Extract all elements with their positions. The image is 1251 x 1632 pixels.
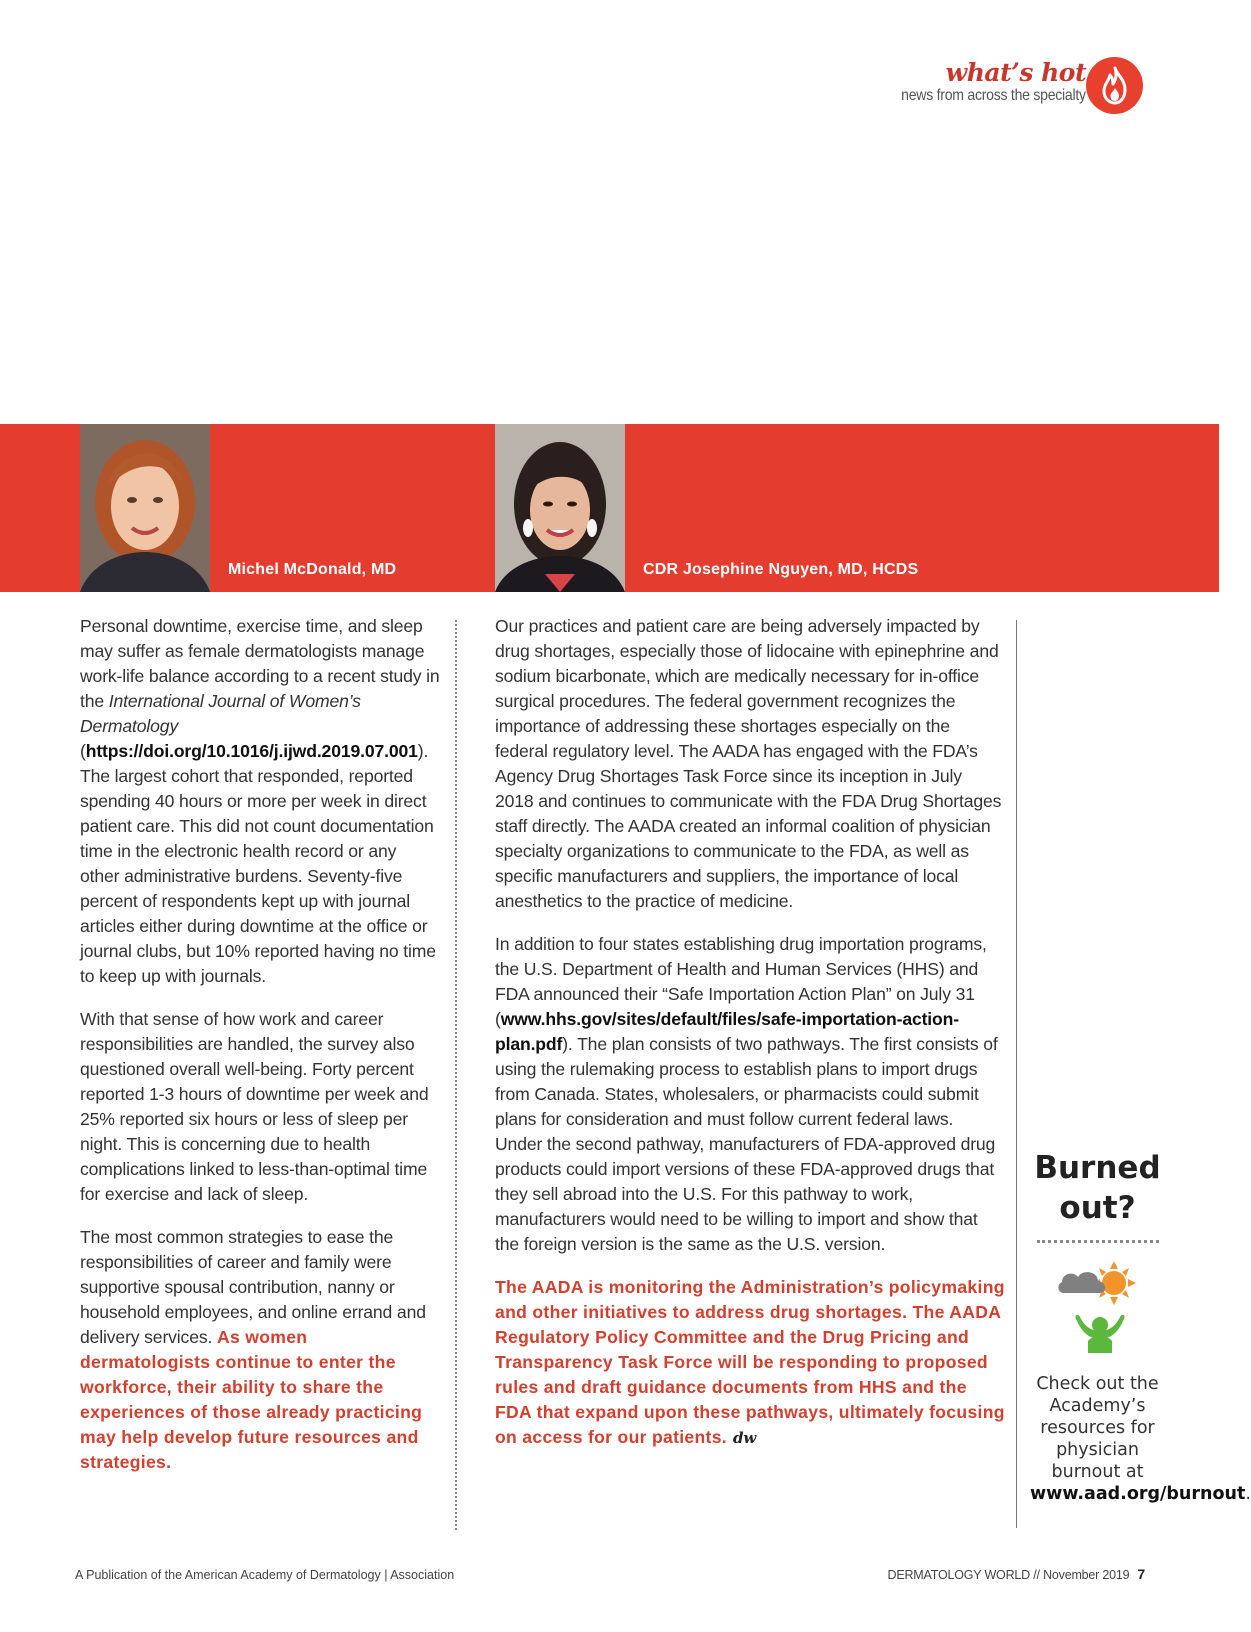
page-number: 7: [1137, 1566, 1145, 1582]
paragraph: Personal downtime, exercise time, and sleep may suffer as female dermatologists manage work-life balance according to a recent study in the International Journal of Women’s Dermatology (https://doi.org/10.1016/j.ijwd.2019.07.001). The largest cohort that responded, reported spending 40 hours or more per week in direct patient care. This did not count documentation time in the electronic health record or any other administrative burdens. Seventy-five percent of respondents kept up with journal articles either during downtime at the office or journal clubs, but 10% reported having no time to keep up with journals.: [80, 616, 440, 986]
paragraph: With that sense of how work and career responsibilities are handled, the survey also questioned overall well-being. Forty percent reported 1-3 hours of downtime per week and 25% reported six hours or less of sleep per night. This is concerning due to health complications linked to less-than-optimal time for exercise and lack of sleep.: [80, 1009, 429, 1204]
highlight-text: As women dermatologists continue to enter the workforce, their ability to share the experiences of those already practicing may help develop future resources and strategies.: [80, 1327, 423, 1472]
author-name-2: CDR Josephine Nguyen, MD, HCDS: [643, 561, 919, 578]
signoff-mark: dw: [733, 1429, 757, 1447]
hhs-link[interactable]: www.hhs.gov/sites/default/files/safe-importation-action-plan.pdf: [495, 1009, 959, 1054]
footer-publication: [888, 1566, 1145, 1582]
article-column-2: [495, 614, 1005, 1469]
paragraph: In addition to four states establishing drug importation programs, the U.S. Department of Health and Human Services (HHS) and FDA announced their “Safe Importation Action Plan” on July 31 (www.hhs.gov/sites/default/files/safe-importation-action-plan.pdf). The plan consists of two pathways. The first consists of using the rulemaking process to establish plans to import drugs from Canada. States, wholesalers, or pharmacists could submit plans for consideration and must follow current federal laws. Under the second pathway, manufacturers of FDA-approved drug products could import versions of these FDA-approved drugs that they sell abroad into the U.S. For this pathway to work, manufacturers would need to be willing to import and show that the foreign version is the same as the U.S. version.: [495, 934, 998, 1254]
flame-icon: [1086, 57, 1143, 114]
sidebar-divider: [1016, 620, 1017, 1528]
article-column-1: [80, 614, 440, 1493]
weather-person-icon: [1048, 1253, 1148, 1363]
author-photo-nguyen: [495, 424, 625, 592]
section-title: what’s hot: [945, 58, 1086, 87]
sidebar-title: Burned out?: [1034, 1150, 1161, 1226]
highlight-text: The AADA is monitoring the Administration’s policymaking and other initiatives to address drug shortages. The AADA Regulatory Policy Committee and the Drug Pricing and Transparency Task Force will be responding to proposed rules and draft guidance documents from HHS and the FDA that expand upon these pathways, ultimately focusing on access for our patients.: [495, 1277, 1005, 1447]
journal-title: International Journal of Women’s Dermatology: [80, 691, 361, 736]
section-header: [876, 58, 1086, 105]
section-subtitle: news from across the specialty: [901, 87, 1086, 104]
column-divider: [455, 620, 457, 1530]
publication-name: DERMATOLOGY WORLD // November 2019: [887, 1568, 1130, 1582]
author-name-1: Michel McDonald, MD: [228, 561, 397, 578]
burnout-sidebar: [1030, 1148, 1251, 1505]
sidebar-text: Check out the Academy’s resources for physician burnout at www.aad.org/burnout.: [1030, 1374, 1251, 1504]
paragraph: [495, 1275, 1005, 1451]
author-photo-mcdonald: [80, 424, 210, 592]
paragraph: Our practices and patient care are being adversely impacted by drug shortages, especially those of lidocaine with epinephrine and sodium bicarbonate, which are medically necessary for in-office surgical procedures. The federal government recognizes the importance of addressing these shortages especially on the federal regulatory level. The AADA has engaged with the FDA’s Agency Drug Shortages Task Force since its inception in July 2018 and continues to communicate with the FDA Drug Shortages staff directly. The AADA created an informal coalition of physician specialty organizations to communicate to the FDA, as well as specific manufacturers and suppliers, the importance of local anesthetics to the practice of medicine.: [495, 616, 1002, 911]
paragraph: The most common strategies to ease the responsibilities of career and family were supportive spousal contribution, nanny or household employees, and online errand and delivery services. As women dermatologists continue to enter the workforce, their ability to share the experiences of those already practicing may help develop future resources and strategies.: [80, 1227, 426, 1472]
footer-publisher: A Publication of the American Academy of Dermatology | Association: [75, 1568, 455, 1582]
doi-link[interactable]: https://doi.org/10.1016/j.ijwd.2019.07.001: [85, 741, 418, 761]
sidebar-dotted-rule: [1037, 1240, 1159, 1243]
burnout-link[interactable]: www.aad.org/burnout: [1030, 1484, 1246, 1504]
